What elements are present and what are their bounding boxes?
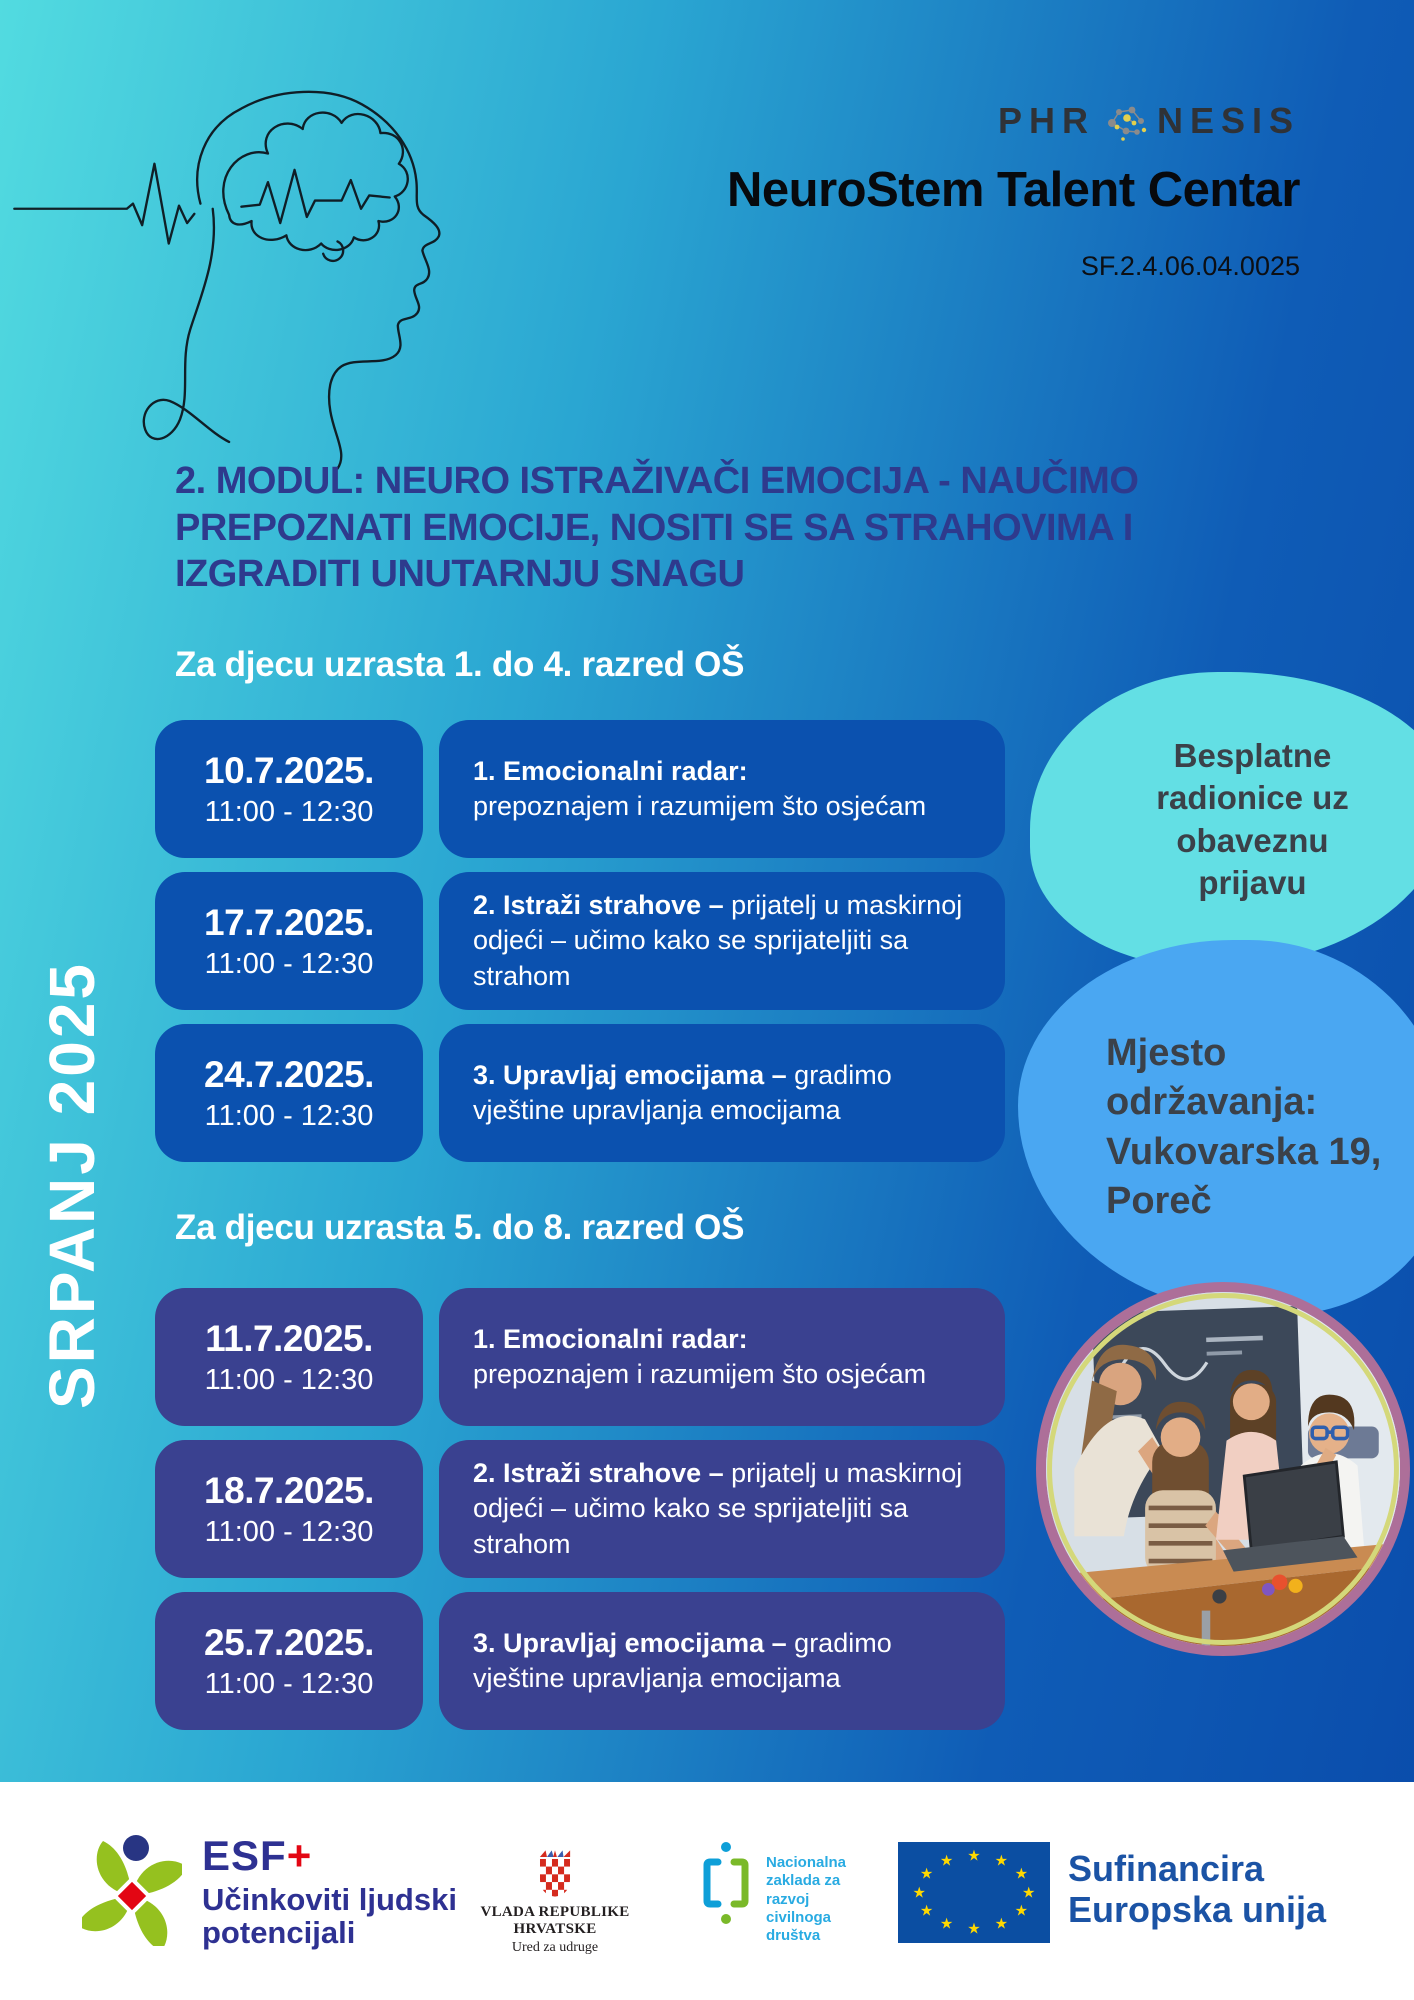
free-workshops-callout <box>1030 672 1414 967</box>
session-description <box>473 1322 926 1392</box>
foundation-name: Nacionalna zaklada za razvoj civilnoga društva <box>766 1854 847 1945</box>
month-banner: SRPANJ 2025 <box>36 960 108 1410</box>
workshop-photo <box>1036 1282 1410 1656</box>
eu-star-icon: ★ <box>967 1847 981 1865</box>
logo-text-suffix: NESIS <box>1156 100 1300 141</box>
session-row <box>155 1440 1005 1578</box>
phronesis-brain-icon <box>1103 101 1149 141</box>
session-title: 3. Upravljaj emocijama – <box>473 1059 787 1090</box>
esf-plus: + <box>286 1832 313 1879</box>
session-detail: gradimo vještine upravljanja emocijama <box>473 1059 892 1125</box>
session-description <box>473 888 971 993</box>
eu-star-icon: ★ <box>994 1852 1009 1870</box>
esf-tagline: Učinkoviti ljudski potencijali <box>202 1882 457 1950</box>
session-description <box>473 754 926 824</box>
session-date: 11.7.2025. <box>205 1317 373 1359</box>
esf-wordmark <box>202 1832 492 1880</box>
government-name: VLADA REPUBLIKE HRVATSKE <box>480 1904 630 1937</box>
project-code: SF.2.4.06.04.0025 <box>1080 251 1300 281</box>
session-detail: prijatelj u maskirnoj odjeći – učimo kako se sprijateljiti sa strahom <box>473 890 963 991</box>
session-title: 2. Istraži strahove – <box>473 890 724 921</box>
session-row <box>155 872 1005 1010</box>
eu-flag <box>898 1842 1050 1943</box>
eu-star-icon: ★ <box>919 1865 934 1883</box>
session-title: 2. Istraži strahove – <box>473 1458 724 1489</box>
phronesis-logo <box>998 100 1300 142</box>
eu-star-icon: ★ <box>1014 1865 1029 1883</box>
session-title: 3. Upravljaj emocijama – <box>473 1627 787 1658</box>
eu-star-icon: ★ <box>994 1915 1009 1933</box>
government-logo-block <box>455 1848 655 1956</box>
session-date: 18.7.2025. <box>204 1469 374 1511</box>
brain-ekg-line-art <box>0 55 450 475</box>
eu-star-icon: ★ <box>939 1852 954 1870</box>
eu-star-icon: ★ <box>1021 1884 1036 1901</box>
session-date-card <box>155 1592 423 1730</box>
session-description <box>473 1456 971 1561</box>
croatian-coat-of-arms-icon <box>538 1848 572 1898</box>
session-row <box>155 1288 1005 1426</box>
group1-heading: Za djecu uzrasta 1. do 4. razred OŠ <box>175 645 745 684</box>
session-time: 11:00 - 12:30 <box>204 1099 374 1132</box>
location-callout <box>1018 940 1414 1315</box>
workshop-photo-illustration <box>1046 1292 1400 1646</box>
session-date-card <box>155 1288 423 1426</box>
eu-star-icon: ★ <box>967 1920 981 1938</box>
esf-name: ESF <box>202 1832 287 1879</box>
session-row <box>155 1024 1005 1162</box>
session-detail: prepoznajem i razumijem što osjećam <box>473 791 927 821</box>
session-date: 25.7.2025. <box>204 1621 374 1663</box>
session-row <box>155 1592 1005 1730</box>
eu-star-icon: ★ <box>939 1915 954 1933</box>
session-date: 24.7.2025. <box>204 1053 374 1095</box>
footer <box>0 1782 1414 2000</box>
esf-text-block <box>202 1832 492 1949</box>
session-time: 11:00 - 12:30 <box>204 1515 374 1548</box>
session-detail: prepoznajem i razumijem što osjećam <box>473 1359 927 1389</box>
session-title: 1. Emocionalni radar: <box>473 1323 748 1354</box>
eu-star-icon: ★ <box>919 1902 934 1920</box>
session-time: 11:00 - 12:30 <box>204 1667 374 1700</box>
session-description-card <box>439 872 1005 1010</box>
session-description-card <box>439 720 1005 858</box>
session-description-card <box>439 1440 1005 1578</box>
eu-star-icon: ★ <box>1014 1902 1029 1920</box>
module-heading: 2. MODUL: NEURO ISTRAŽIVAČI EMOCIJA - NAUČIMO PREPOZNATI EMOCIJE, NOSITI SE SA STRAHOVIMA I IZGRADITI UNUTARNJU SNAGU <box>175 460 1139 596</box>
free-workshops-text: Besplatne radionice uz obaveznu prijavu <box>1156 737 1349 901</box>
session-date-card <box>155 1024 423 1162</box>
foundation-logo-block <box>700 1840 874 1945</box>
session-description-card <box>439 1592 1005 1730</box>
government-office: Ured za udruge <box>511 1940 599 1955</box>
foundation-brackets-icon <box>700 1840 752 1926</box>
session-date-card <box>155 1440 423 1578</box>
session-row <box>155 720 1005 858</box>
session-description-card <box>439 1288 1005 1426</box>
page-title: NeuroStem Talent Centar <box>727 163 1300 217</box>
session-detail: gradimo vještine upravljanja emocijama <box>473 1627 892 1693</box>
session-date-card <box>155 720 423 858</box>
eu-caption: Sufinancira Europska unija <box>1068 1848 1327 1931</box>
esf-pinwheel-icon <box>82 1834 182 1946</box>
session-date-card <box>155 872 423 1010</box>
session-time: 11:00 - 12:30 <box>204 947 374 980</box>
location-text: Mjesto održavanja: Vukovarska 19, Poreč <box>1106 1031 1382 1222</box>
logo-text-prefix: PHR <box>997 100 1095 141</box>
session-time: 11:00 - 12:30 <box>204 795 374 828</box>
session-detail: prijatelj u maskirnoj odjeći – učimo kako se sprijateljiti sa strahom <box>473 1458 963 1559</box>
session-time: 11:00 - 12:30 <box>204 1363 374 1396</box>
session-date: 17.7.2025. <box>204 901 374 943</box>
eu-star-icon: ★ <box>912 1884 926 1901</box>
session-description <box>473 1058 971 1128</box>
session-description <box>473 1626 971 1696</box>
session-date: 10.7.2025. <box>204 749 374 791</box>
session-description-card <box>439 1024 1005 1162</box>
group2-heading: Za djecu uzrasta 5. do 8. razred OŠ <box>175 1208 745 1247</box>
session-title: 1. Emocionalni radar: <box>473 755 748 786</box>
